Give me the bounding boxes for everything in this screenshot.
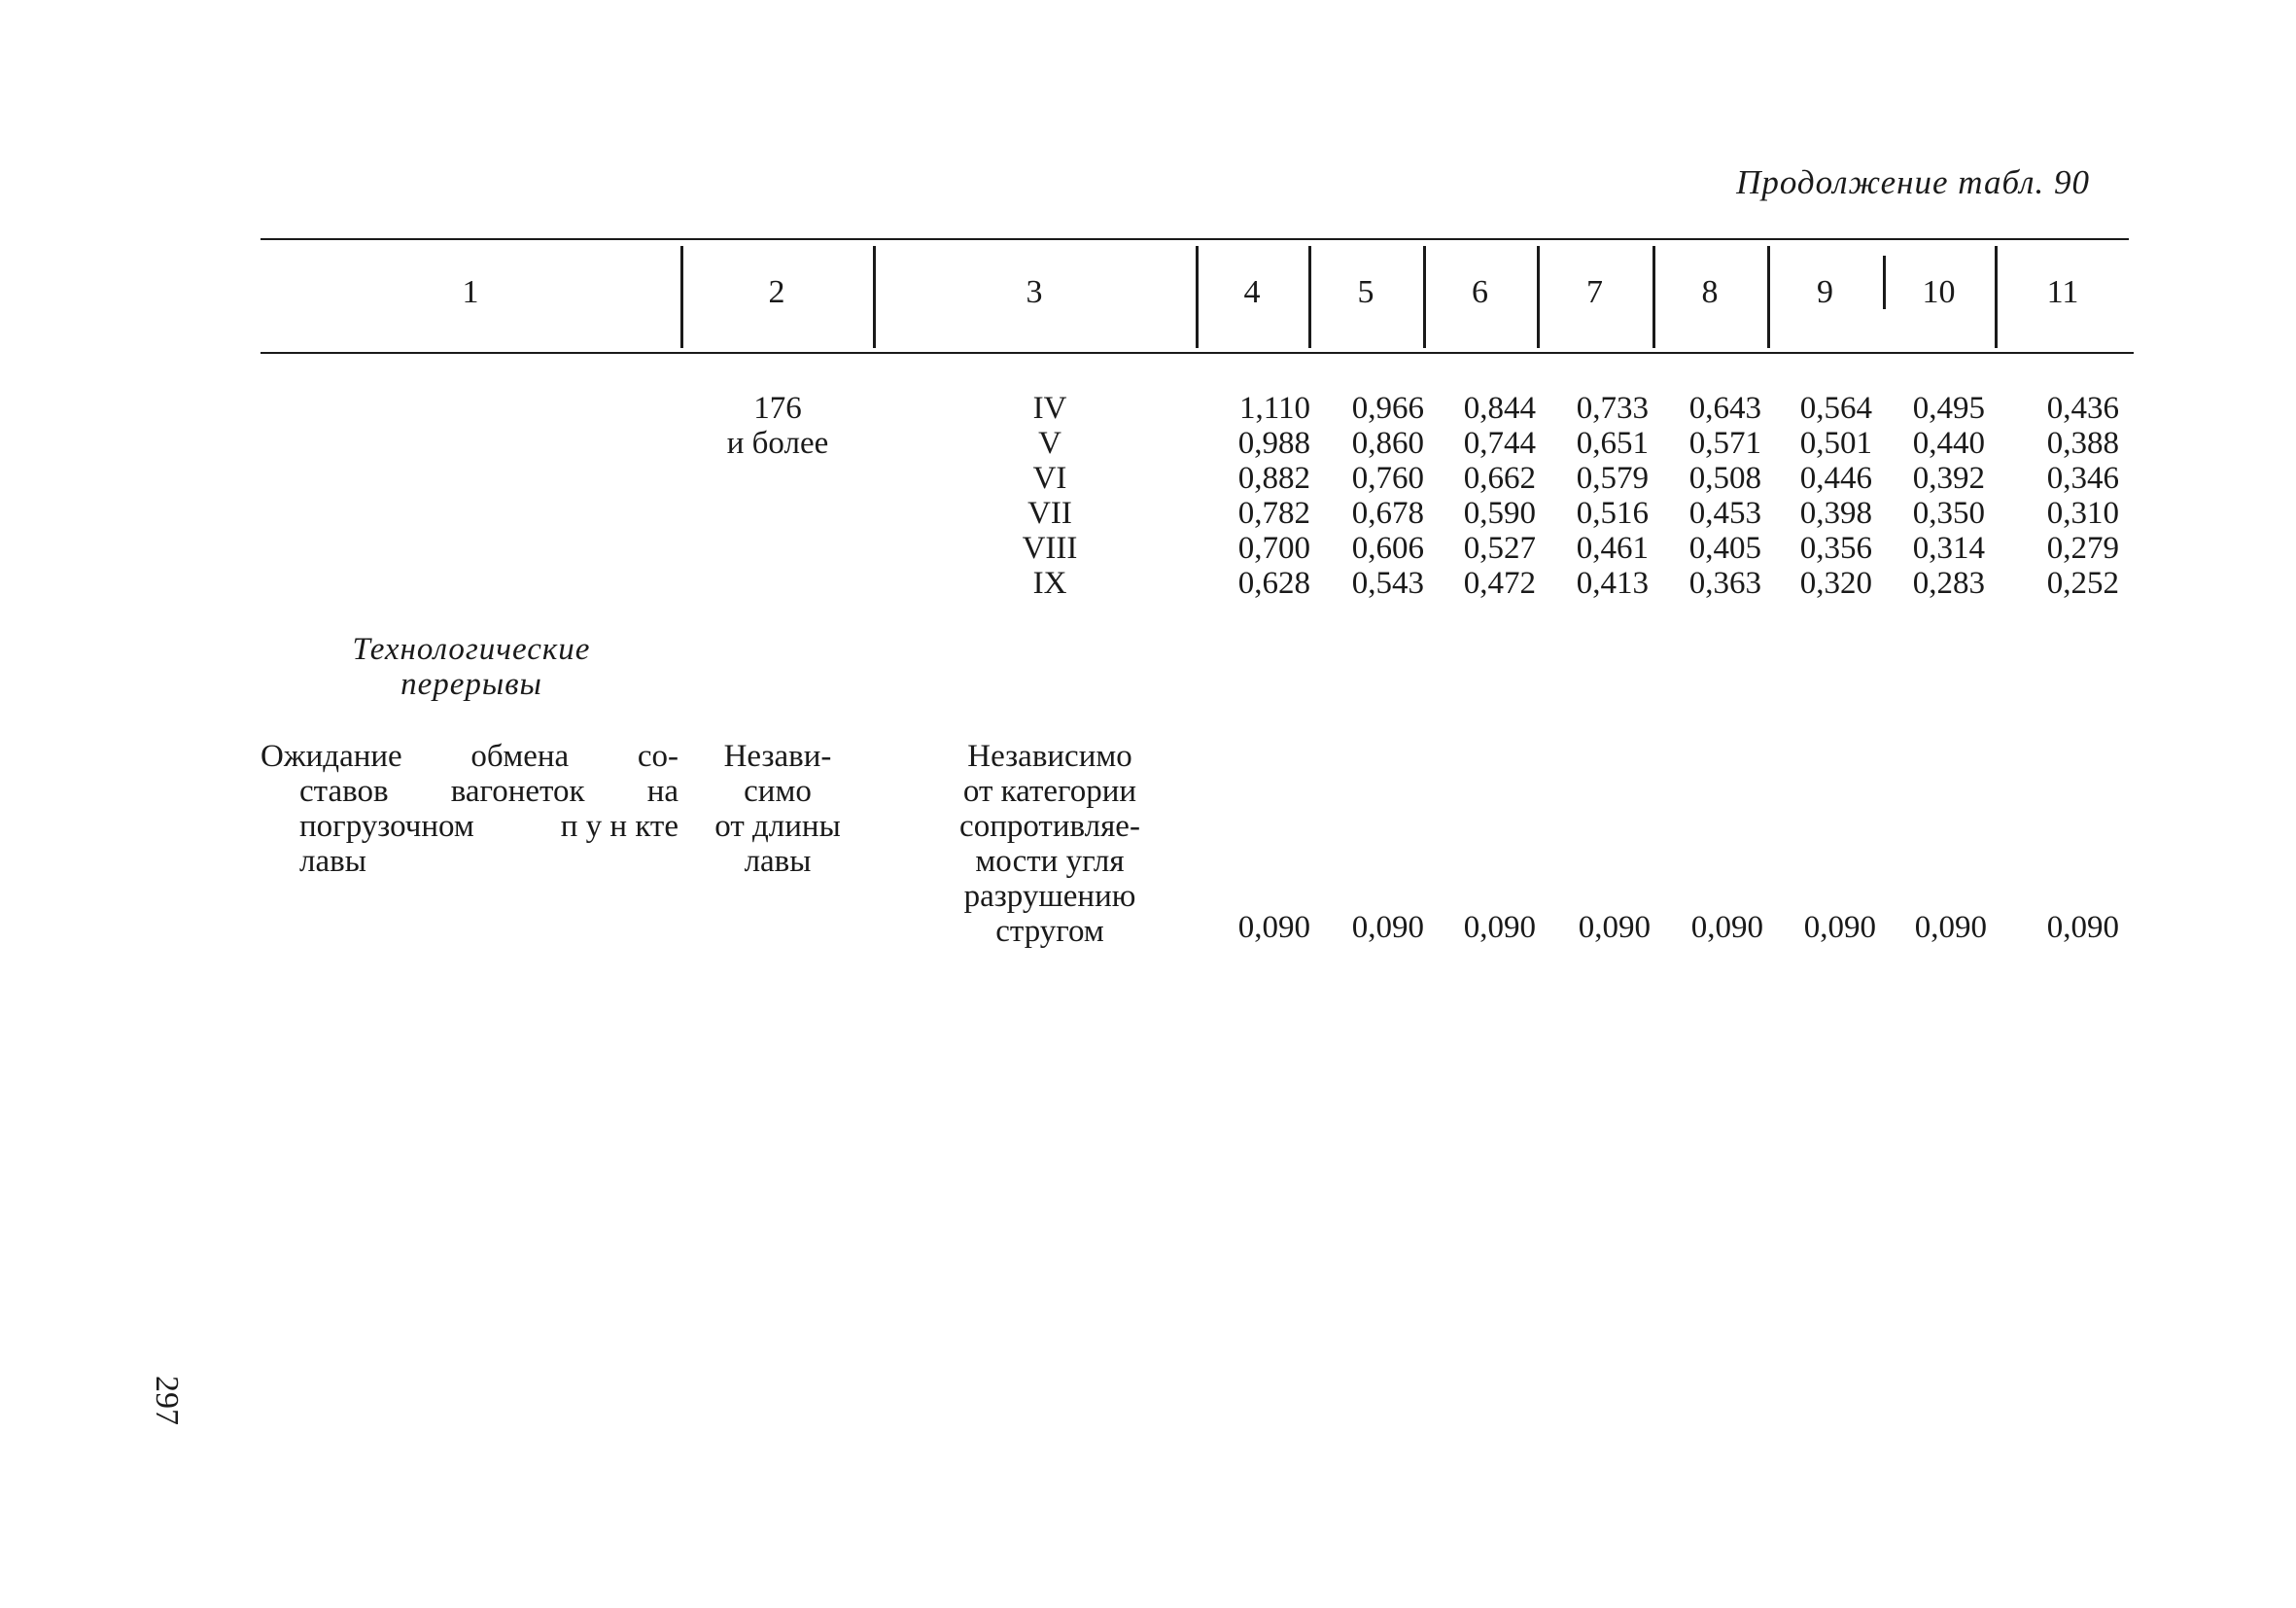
table-cell: 0,564 xyxy=(1799,391,1872,426)
table-cell: 0,090 xyxy=(1578,910,1651,945)
category-condition xyxy=(904,739,1196,949)
table-cell: 0,782 xyxy=(1237,496,1310,531)
table-cell: 0,453 xyxy=(1688,496,1761,531)
header-col-5: 5 xyxy=(1357,274,1374,310)
header-col-11: 11 xyxy=(2046,274,2079,310)
header-top-rule xyxy=(261,238,2129,240)
table-cell: 0,388 xyxy=(2046,426,2119,461)
table-cell: 0,590 xyxy=(1463,496,1536,531)
table-cell: 0,860 xyxy=(1351,426,1424,461)
table-cell: 0,440 xyxy=(1912,426,1985,461)
header-col-10: 10 xyxy=(1922,274,1956,310)
category-condition-line: Независимо xyxy=(967,739,1132,774)
category-condition-line: от категории xyxy=(962,774,1137,809)
length-condition-line: лавы xyxy=(744,844,812,879)
table-cell: 0,606 xyxy=(1351,531,1424,566)
table-cell: 0,314 xyxy=(1912,531,1985,566)
table-cell: 0,398 xyxy=(1799,496,1872,531)
table-cell: 0,279 xyxy=(2046,531,2119,566)
table-cell: 1,110 xyxy=(1238,391,1310,426)
category-label: VII xyxy=(1027,496,1072,531)
table-cell: 0,700 xyxy=(1237,531,1310,566)
values-col-9 xyxy=(1775,391,1872,601)
table-cell: 0,346 xyxy=(2046,461,2119,496)
length-condition-line: от длины xyxy=(714,809,841,844)
table-cell: 0,405 xyxy=(1688,531,1761,566)
table-cell: 0,882 xyxy=(1237,461,1310,496)
values-col-6 xyxy=(1439,391,1536,601)
length-condition xyxy=(680,739,875,879)
category-condition-line: стругом xyxy=(995,914,1104,949)
description-line xyxy=(261,844,678,879)
category-condition-line: разрушению xyxy=(963,879,1136,914)
values-col-8 xyxy=(1664,391,1761,601)
description-word: со- xyxy=(637,739,678,774)
table-cell: 0,988 xyxy=(1237,426,1310,461)
table-cell: 0,628 xyxy=(1237,566,1310,601)
description-word: погрузочном xyxy=(299,809,474,844)
description-line xyxy=(261,774,678,809)
table-caption: Продолжение табл. 90 xyxy=(1736,163,2090,201)
description-line xyxy=(261,739,678,774)
category-condition-line: мости угля xyxy=(975,844,1125,879)
table-cell: 0,350 xyxy=(1912,496,1985,531)
table-cell: 0,090 xyxy=(1803,910,1876,945)
category-label: VI xyxy=(1032,461,1067,496)
table-cell: 0,436 xyxy=(2046,391,2119,426)
description-word: на xyxy=(646,774,678,809)
length-value: 176 xyxy=(753,391,802,426)
table-cell: 0,744 xyxy=(1463,426,1536,461)
description-word: вагонеток xyxy=(450,774,585,809)
section-title-line: перерывы xyxy=(400,667,542,702)
section-title-line: Технологические xyxy=(352,632,591,667)
table-cell: 0,579 xyxy=(1576,461,1649,496)
table-cell: 0,844 xyxy=(1463,391,1536,426)
table-cell: 0,516 xyxy=(1576,496,1649,531)
table-cell: 0,090 xyxy=(1690,910,1763,945)
table-cell: 0,461 xyxy=(1576,531,1649,566)
table-cell: 0,413 xyxy=(1576,566,1649,601)
table-cell: 0,252 xyxy=(2046,566,2119,601)
category-column xyxy=(904,391,1196,601)
table-cell: 0,090 xyxy=(1351,910,1424,945)
table-cell: 0,495 xyxy=(1912,391,1985,426)
category-label: VIII xyxy=(1022,531,1078,566)
length-qualifier: и более xyxy=(726,426,829,461)
length-condition-line: Незави- xyxy=(723,739,832,774)
values-col-7 xyxy=(1551,391,1649,601)
header-col-2: 2 xyxy=(768,274,785,310)
length-cell xyxy=(680,391,875,461)
category-condition-line: сопротивляе- xyxy=(959,809,1140,844)
page-number: 297 xyxy=(149,1376,185,1425)
table-cell: 0,392 xyxy=(1912,461,1985,496)
table-cell: 0,320 xyxy=(1799,566,1872,601)
values-col-10 xyxy=(1888,391,1985,601)
category-label: IV xyxy=(1032,391,1067,426)
table-cell: 0,643 xyxy=(1688,391,1761,426)
table-cell: 0,678 xyxy=(1351,496,1424,531)
header-col-1: 1 xyxy=(462,274,479,310)
table-cell: 0,651 xyxy=(1576,426,1649,461)
table-cell: 0,090 xyxy=(1463,910,1536,945)
table-cell: 0,508 xyxy=(1688,461,1761,496)
table-cell: 0,090 xyxy=(1237,910,1310,945)
header-col-9: 9 xyxy=(1817,274,1833,310)
category-label: IX xyxy=(1032,566,1067,601)
description-line xyxy=(261,809,678,844)
table-cell: 0,966 xyxy=(1351,391,1424,426)
operation-description xyxy=(261,739,678,879)
table-cell: 0,733 xyxy=(1576,391,1649,426)
values-col-4 xyxy=(1213,391,1310,601)
header-col-7: 7 xyxy=(1586,274,1603,310)
table-cell: 0,501 xyxy=(1799,426,1872,461)
table-cell: 0,760 xyxy=(1351,461,1424,496)
table-cell: 0,090 xyxy=(2046,910,2119,945)
table-cell: 0,571 xyxy=(1688,426,1761,461)
table-cell: 0,446 xyxy=(1799,461,1872,496)
header-col-4: 4 xyxy=(1243,274,1261,310)
category-label: V xyxy=(1038,426,1061,461)
table-cell: 0,363 xyxy=(1688,566,1761,601)
header-col-3: 3 xyxy=(1026,274,1043,310)
table-cell: 0,310 xyxy=(2046,496,2119,531)
length-condition-line: симо xyxy=(744,774,812,809)
table-cell: 0,472 xyxy=(1463,566,1536,601)
description-word: обмена xyxy=(470,739,570,774)
table-cell: 0,090 xyxy=(1914,910,1987,945)
values-col-11 xyxy=(2022,391,2119,601)
table-cell: 0,543 xyxy=(1351,566,1424,601)
table-cell: 0,662 xyxy=(1463,461,1536,496)
description-word: п у н кте xyxy=(560,809,678,844)
section-title xyxy=(330,632,612,702)
header-col-8: 8 xyxy=(1701,274,1719,310)
table-cell: 0,356 xyxy=(1799,531,1872,566)
table-cell: 0,527 xyxy=(1463,531,1536,566)
description-word: ставов xyxy=(299,774,389,809)
header-bottom-rule xyxy=(261,352,2134,354)
description-word: Ожидание xyxy=(261,739,402,774)
values-col-5 xyxy=(1327,391,1424,601)
description-word: лавы xyxy=(299,844,366,879)
table-cell: 0,283 xyxy=(1912,566,1985,601)
header-col-6: 6 xyxy=(1472,274,1488,310)
